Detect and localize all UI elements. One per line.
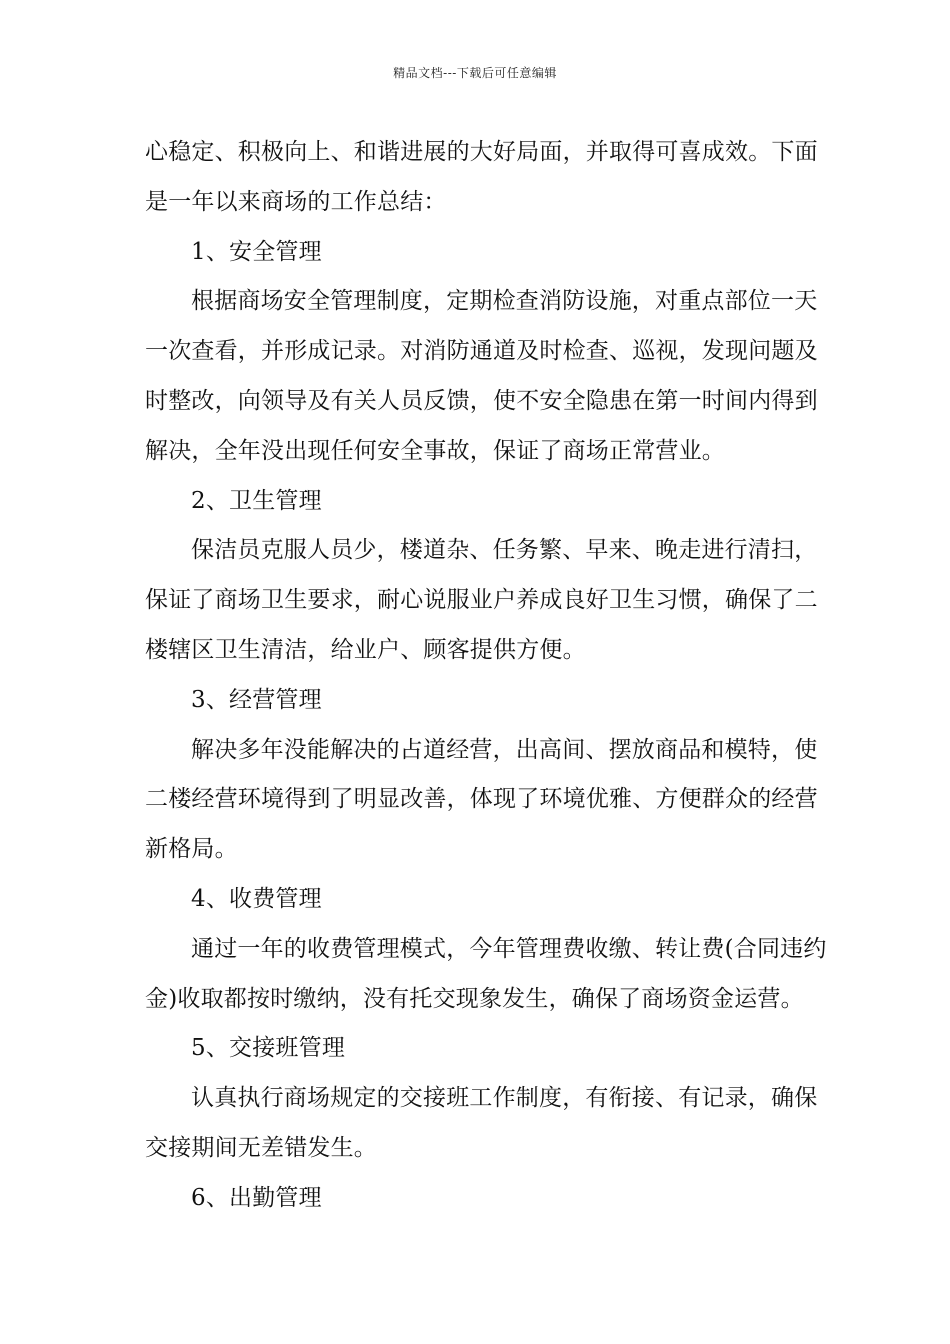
section-heading-attendance: 6、出勤管理 [191,1184,322,1211]
section-heading-operation: 3、经营管理 [191,686,322,713]
section-heading-shift-handover: 5、交接班管理 [191,1035,346,1062]
body-line: 新格局。 [145,836,238,863]
body-line: 根据商场安全管理制度，定期检查消防设施，对重点部位一天 [191,288,818,315]
body-line: 解决多年没能解决的占道经营，出高间、摆放商品和模特，使 [191,736,818,763]
body-line: 一次查看，并形成记录。对消防通道及时检查、巡视，发现问题及 [145,338,818,365]
body-line: 交接期间无差错发生。 [145,1134,377,1161]
section-heading-hygiene: 2、卫生管理 [191,487,322,514]
body-line: 金)收取都按时缴纳，没有托交现象发生，确保了商场资金运营。 [145,985,804,1012]
body-line: 心稳定、积极向上、和谐进展的大好局面，并取得可喜成效。下面 [145,139,818,165]
section-heading-fees: 4、收费管理 [191,885,322,912]
body-line: 时整改，向领导及有关人员反馈，使不安全隐患在第一时间内得到 [145,387,818,414]
body-line: 认真执行商场规定的交接班工作制度，有衔接、有记录，确保 [191,1085,818,1112]
body-line: 通过一年的收费管理模式，今年管理费收缴、转让费(合同违约 [191,935,827,962]
page-header: 精品文档---下载后可任意编辑 [393,66,557,80]
body-line: 保证了商场卫生要求，耐心说服业户养成良好卫生习惯，确保了二 [145,587,818,614]
body-line: 解决，全年没出现任何安全事故，保证了商场正常营业。 [145,437,725,464]
body-line: 二楼经营环境得到了明显改善，体现了环境优雅、方便群众的经营 [145,786,818,813]
body-line: 楼辖区卫生清洁，给业户、顾客提供方便。 [145,636,586,663]
body-line: 是一年以来商场的工作总结： [145,188,447,215]
body-line: 保洁员克服人员少，楼道杂、任务繁、早来、晚走进行清扫， [191,537,818,564]
section-heading-safety: 1、安全管理 [191,238,322,265]
document-body [145,128,827,1224]
